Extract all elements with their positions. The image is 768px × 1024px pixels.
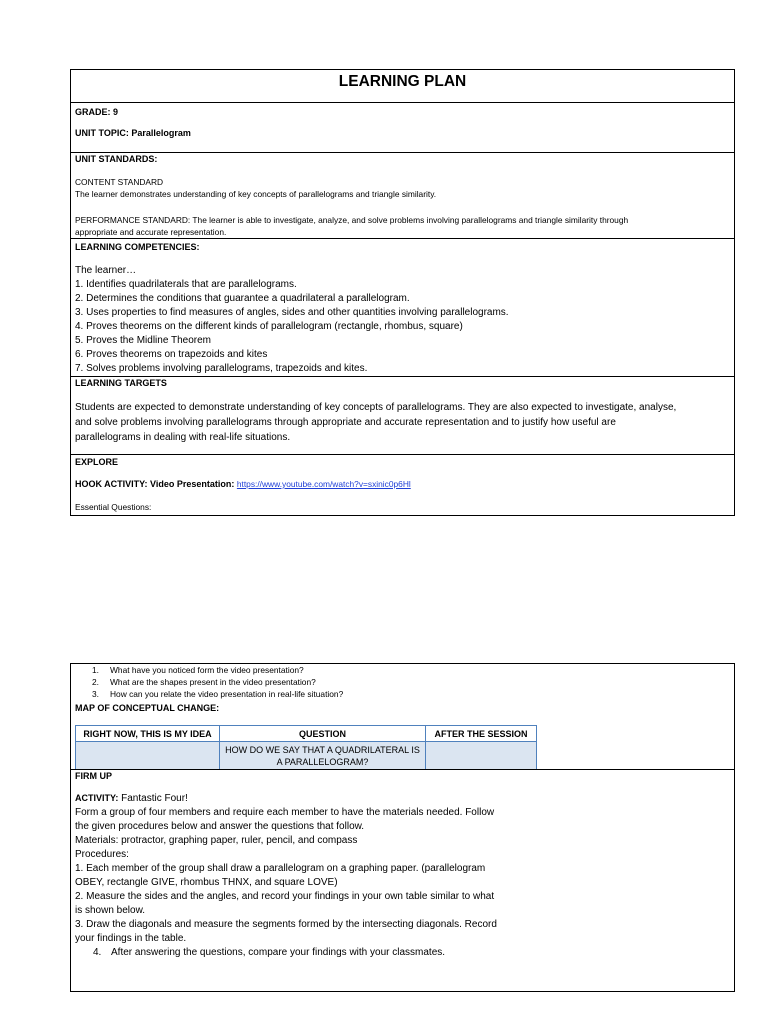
learning-plan-table-page1 bbox=[70, 69, 735, 516]
competency-item: 6. Proves theorems on trapezoids and kites bbox=[75, 349, 268, 360]
procedure-line: 3. Draw the diagonals and measure the segments formed by the intersecting diagonals. Record bbox=[75, 919, 497, 930]
divider bbox=[71, 102, 734, 103]
explore-heading: EXPLORE bbox=[75, 457, 119, 467]
procedure-line: 2. Measure the sides and the angles, and record your findings in your own table similar to what bbox=[75, 891, 495, 902]
essential-question: What have you noticed form the video presentation? bbox=[110, 665, 304, 675]
activity-name: Fantastic Four! bbox=[118, 793, 188, 804]
unit-topic-label: UNIT TOPIC: Parallelogram bbox=[75, 128, 191, 138]
essential-questions-label: Essential Questions: bbox=[75, 502, 152, 512]
performance-standard-text-cont: appropriate and accurate representation. bbox=[75, 227, 227, 237]
procedures-label: Procedures: bbox=[75, 849, 129, 860]
video-link[interactable]: https://www.youtube.com/watch?v=sxinic0p6Hl bbox=[236, 479, 411, 489]
procedure-line: OBEY, rectangle GIVE, rhombus THNX, and square LOVE) bbox=[75, 877, 338, 888]
competencies-intro: The learner… bbox=[75, 265, 137, 276]
firm-up-heading: FIRM UP bbox=[75, 771, 112, 781]
procedure-line: After answering the questions, compare your findings with your classmates. bbox=[111, 947, 446, 958]
divider bbox=[71, 152, 734, 153]
question-number: 2. bbox=[92, 677, 99, 687]
question-number: 1. bbox=[92, 665, 99, 675]
divider bbox=[71, 454, 734, 455]
learning-targets-text: Students are expected to demonstrate understanding of key concepts of parallelograms. They are also expected to investigate, analyse, bbox=[75, 402, 677, 413]
divider bbox=[71, 769, 734, 770]
unit-standards-heading: UNIT STANDARDS: bbox=[75, 154, 158, 164]
learning-targets-heading: LEARNING TARGETS bbox=[75, 378, 167, 388]
essential-question: How can you relate the video presentation in real-life situation? bbox=[110, 689, 344, 699]
essential-question: What are the shapes present in the video presentation? bbox=[110, 677, 316, 687]
performance-standard-text: PERFORMANCE STANDARD: The learner is able to investigate, analyze, and solve problems involving parallelograms and triangle similarity through bbox=[75, 215, 629, 225]
procedure-line: 1. Each member of the group shall draw a parallelogram on a graphing paper. (parallelogram bbox=[75, 863, 486, 874]
hook-activity-line bbox=[75, 479, 411, 489]
map-of-conceptual-change-heading: MAP OF CONCEPTUAL CHANGE: bbox=[75, 703, 220, 713]
learning-targets-text: and solve problems involving parallelograms through appropriate and accurate representation and to justify how useful are bbox=[75, 417, 616, 428]
conceptual-change-table bbox=[75, 725, 537, 770]
activity-title bbox=[75, 793, 188, 804]
column-header: RIGHT NOW, THIS IS MY IDEA bbox=[76, 726, 220, 742]
content-standard-label: CONTENT STANDARD bbox=[75, 177, 164, 187]
competency-item: 3. Uses properties to find measures of angles, sides and other quantities involving parallelograms. bbox=[75, 307, 509, 318]
question-cell: HOW DO WE SAY THAT A QUADRILATERAL IS A PARALLELOGRAM? bbox=[220, 742, 426, 770]
my-idea-cell[interactable] bbox=[76, 742, 220, 770]
procedure-line: your findings in the table. bbox=[75, 933, 187, 944]
procedure-line: Form a group of four members and require each member to have the materials needed. Follow bbox=[75, 807, 495, 818]
grade-label: GRADE: 9 bbox=[75, 107, 119, 117]
divider bbox=[71, 238, 734, 239]
table-row bbox=[76, 742, 537, 770]
competency-item: 7. Solves problems involving parallelograms, trapezoids and kites. bbox=[75, 363, 368, 374]
materials-line: Materials: protractor, graphing paper, ruler, pencil, and compass bbox=[75, 835, 358, 846]
after-session-cell[interactable] bbox=[426, 742, 537, 770]
learning-targets-text: parallelograms in dealing with real-life situations. bbox=[75, 432, 291, 443]
hook-activity-label: HOOK ACTIVITY: Video Presentation: bbox=[75, 479, 235, 489]
procedure-line: is shown below. bbox=[75, 905, 146, 916]
plan-title: LEARNING PLAN bbox=[338, 73, 467, 90]
competency-item: 5. Proves the Midline Theorem bbox=[75, 335, 211, 346]
table-header-row bbox=[76, 726, 537, 742]
procedure-step-number: 4. bbox=[93, 947, 102, 958]
divider bbox=[71, 376, 734, 377]
content-standard-text: The learner demonstrates understanding of key concepts of parallelograms and triangle similarity. bbox=[75, 189, 437, 199]
column-header: AFTER THE SESSION bbox=[426, 726, 537, 742]
column-header: QUESTION bbox=[220, 726, 426, 742]
learning-plan-table-page2 bbox=[70, 663, 735, 992]
learning-competencies-heading: LEARNING COMPETENCIES: bbox=[75, 242, 200, 252]
procedure-line: the given procedures below and answer the questions that follow. bbox=[75, 821, 365, 832]
competency-item: 4. Proves theorems on the different kinds of parallelogram (rectangle, rhombus, square) bbox=[75, 321, 463, 332]
competency-item: 2. Determines the conditions that guarantee a quadrilateral a parallelogram. bbox=[75, 293, 410, 304]
activity-label: ACTIVITY: bbox=[75, 793, 119, 803]
question-number: 3. bbox=[92, 689, 99, 699]
competency-item: 1. Identifies quadrilaterals that are parallelograms. bbox=[75, 279, 297, 290]
